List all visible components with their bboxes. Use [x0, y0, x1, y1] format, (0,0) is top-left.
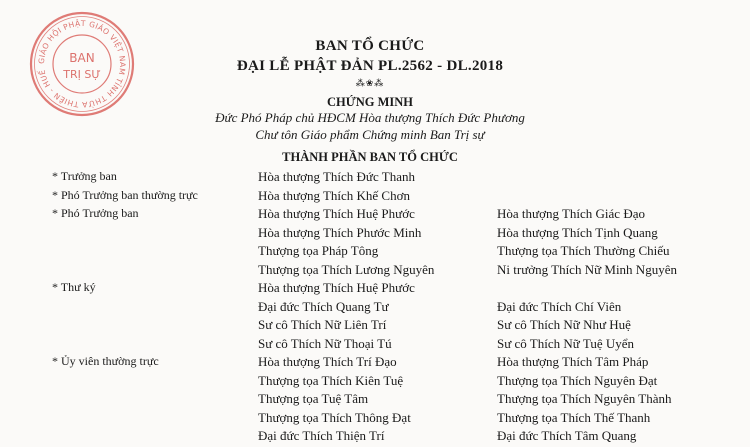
committee-member-col1: Thượng tọa Thích Thông Đạt — [258, 409, 411, 425]
committee-row — [0, 336, 750, 355]
chung-minh-line-2: Chư tôn Giáo phẩm Chứng minh Ban Trị sự — [255, 127, 485, 142]
seal-center-line2: TRỊ SỰ — [63, 68, 101, 81]
page-title: BAN TỔ CHỨC — [315, 38, 425, 54]
committee-row — [0, 299, 750, 318]
committee-row — [0, 428, 750, 447]
committee-row — [0, 391, 750, 410]
seal-stamp-graphic — [28, 10, 136, 118]
committee-role-label: * Phó Trưởng ban thường trực — [52, 187, 198, 202]
committee-member-col2: Thượng tọa Thích Thế Thanh — [497, 409, 651, 425]
committee-member-col2: Đại đức Thích Chí Viên — [497, 298, 622, 314]
committee-member-col1: Hòa thượng Thích Khế Chơn — [258, 187, 410, 203]
committee-member-col2: Hòa thượng Thích Tịnh Quang — [497, 224, 658, 240]
committee-member-col2: Hòa thượng Thích Giác Đạo — [497, 206, 645, 221]
committee-role-label: * Trưởng ban — [52, 169, 117, 183]
event-title: ĐẠI LỄ PHẬT ĐẢN PL.2562 - DL.2018 — [236, 58, 504, 74]
committee-row — [0, 280, 750, 299]
committee-row — [0, 410, 750, 429]
committee-member-col2: Đại đức Thích Tâm Quang — [497, 428, 637, 443]
committee-member-col2: Thượng tọa Thích Nguyên Đạt — [497, 372, 658, 388]
committee-role-label: * Thư ký — [52, 280, 96, 294]
committee-row — [0, 354, 750, 373]
committee-row — [0, 169, 750, 188]
seal-center-line1: BAN — [69, 51, 95, 65]
chung-minh-line-1: Đức Phó Pháp chủ HĐCM Hòa thượng Thích Đức Phương — [215, 110, 525, 125]
committee-member-col1: Hòa thượng Thích Đức Thanh — [258, 169, 415, 184]
committee-row — [0, 243, 750, 262]
committee-row — [0, 188, 750, 207]
committee-heading: THÀNH PHẦN BAN TỔ CHỨC — [282, 150, 458, 164]
committee-member-col1: Đại đức Thích Quang Tư — [258, 298, 389, 314]
chung-minh-heading: CHỨNG MINH — [327, 95, 413, 109]
ornament-divider: ⁂❀⁂ — [355, 78, 385, 88]
committee-member-col1: Thượng tọa Tuệ Tâm — [258, 391, 369, 406]
committee-role-label: * Ủy viên thường trực — [52, 354, 159, 368]
seal-ring-text: GIÁO HỘI PHẬT GIÁO VIỆT NAM TỈNH THỪA THIÊN - HUẾ — [36, 18, 128, 110]
committee-member-col1: Hòa thượng Thích Trí Đạo — [258, 354, 397, 369]
committee-member-col1: Thượng tọa Pháp Tông — [258, 243, 379, 258]
committee-member-col1: Đại đức Thích Thiện Trí — [258, 428, 385, 443]
committee-member-col2: Ni trưởng Thích Nữ Minh Nguyên — [497, 261, 677, 277]
committee-member-col2: Sư cô Thích Nữ Tuệ Uyển — [497, 335, 634, 351]
committee-member-col1: Sư cô Thích Nữ Liên Trí — [258, 317, 387, 332]
committee-list — [0, 169, 750, 447]
committee-row — [0, 373, 750, 392]
committee-row — [0, 317, 750, 336]
committee-member-col2: Thượng tọa Thích Nguyên Thành — [497, 391, 672, 406]
committee-role-label: * Phó Trưởng ban — [52, 206, 139, 220]
committee-member-col1: Thượng tọa Thích Kiên Tuệ — [258, 372, 404, 388]
committee-row — [0, 206, 750, 225]
committee-member-col2: Sư cô Thích Nữ Như Huệ — [497, 317, 631, 332]
committee-member-col2: Thượng tọa Thích Thường Chiếu — [497, 243, 670, 258]
committee-row — [0, 262, 750, 281]
committee-member-col1: Hòa thượng Thích Huệ Phước — [258, 280, 415, 295]
committee-member-col2: Hòa thượng Thích Tâm Pháp — [497, 354, 649, 369]
committee-row — [0, 225, 750, 244]
committee-member-col1: Hòa thượng Thích Huệ Phước — [258, 206, 415, 221]
committee-member-col1: Sư cô Thích Nữ Thoại Tú — [258, 335, 392, 351]
committee-member-col1: Thượng tọa Thích Lương Nguyên — [258, 261, 435, 277]
organization-seal — [28, 10, 136, 118]
committee-member-col1: Hòa thượng Thích Phước Minh — [258, 224, 422, 240]
